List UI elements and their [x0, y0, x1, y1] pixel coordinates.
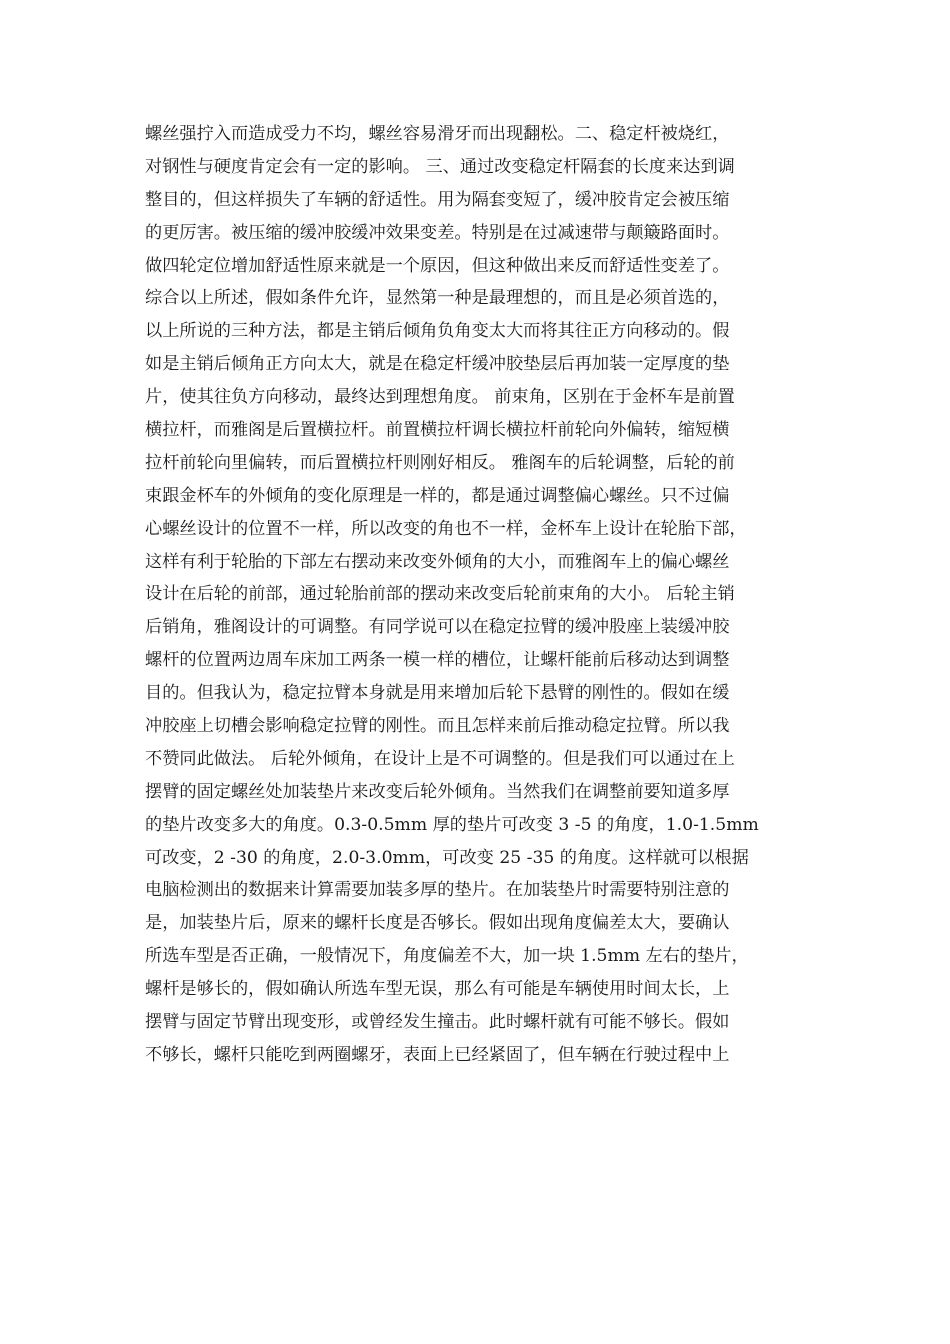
text-line: 冲胶座上切槽会影响稳定拉臂的刚性。而且怎样来前后推动稳定拉臂。所以我: [145, 716, 730, 737]
text-line: 后销角，雅阁设计的可调整。有同学说可以在稳定拉臂的缓冲股座上装缓冲胶: [145, 617, 730, 638]
text-line: 不赞同此做法。 后轮外倾角，在设计上是不可调整的。但是我们可以通过在上: [145, 748, 735, 769]
text-line: 的垫片改变多大的角度。0.3-0.5mm 厚的垫片可改变 3 -5 的角度，1.0-1.5mm: [145, 814, 759, 835]
text-line: 整目的，但这样损失了车辆的舒适性。用为隔套变短了，缓冲胶肯定会被压缩: [145, 189, 730, 210]
text-line: 如是主销后倾角正方向太大，就是在稳定杆缓冲胶垫层后再加装一定厚度的垫: [145, 354, 730, 375]
text-line: 目的。但我认为，稳定拉臂本身就是用来增加后轮下悬臂的刚性的。假如在缓: [145, 683, 730, 704]
text-line: 拉杆前轮向里偏转，而后置横拉杆则刚好相反。 雅阁车的后轮调整，后轮的前: [145, 452, 735, 473]
text-line: 螺杆的位置两边周车床加工两条一模一样的槽位，让螺杆能前后移动达到调整: [145, 650, 730, 671]
text-line: 做四轮定位增加舒适性原来就是一个原因，但这种做出来反而舒适性变差了。: [145, 255, 730, 276]
text-line: 是，加装垫片后，原来的螺杆长度是否够长。假如出现角度偏差太大，要确认: [145, 913, 730, 934]
text-line: 综合以上所述，假如条件允许，显然第一种是最理想的，而且是必须首选的，: [145, 288, 730, 309]
body-text: [145, 118, 815, 1072]
text-line: 螺丝强拧入而造成受力不均，螺丝容易滑牙而出现翻松。二、稳定杆被烧红，: [145, 124, 730, 144]
text-line: 可改变，2 -30 的角度，2.0-3.0mm，可改变 25 -35 的角度。这样就可以根据: [145, 847, 749, 868]
text-line: 心螺丝设计的位置不一样，所以改变的角也不一样，金杯车上设计在轮胎下部，: [145, 518, 747, 539]
text-line: 的更厉害。被压缩的缓冲胶缓冲效果变差。特别是在过减速带与颠簸路面时。: [145, 222, 730, 243]
text-line: 以上所说的三种方法，都是主销后倾角负角变太大而将其往正方向移动的。假: [145, 321, 730, 342]
text-line: 横拉杆，而雅阁是后置横拉杆。前置横拉杆调长横拉杆前轮向外偏转，缩短横: [145, 420, 730, 441]
text-line: 电脑检测出的数据来计算需要加装多厚的垫片。在加装垫片时需要特别注意的: [145, 880, 730, 901]
text-line: 设计在后轮的前部，通过轮胎前部的摆动来改变后轮前束角的大小。 后轮主销: [145, 584, 735, 605]
text-line: 对钢性与硬度肯定会有一定的影响。 三、通过改变稳定杆隔套的长度来达到调: [145, 156, 735, 177]
text-line: 不够长，螺杆只能吃到两圈螺牙，表面上已经紧固了，但车辆在行驶过程中上: [145, 1044, 730, 1065]
text-line: 所选车型是否正确，一般情况下，角度偏差不大，加一块 1.5mm 左右的垫片，: [145, 946, 749, 967]
text-line: 束跟金杯车的外倾角的变化原理是一样的，都是通过调整偏心螺丝。只不过偏: [145, 485, 730, 506]
text-line: 这样有利于轮胎的下部左右摆动来改变外倾角的大小，而雅阁车上的偏心螺丝: [145, 551, 730, 572]
text-line: 螺杆是够长的，假如确认所选车型无误，那么有可能是车辆使用时间太长，上: [145, 979, 730, 1000]
text-line: 摆臂的固定螺丝处加装垫片来改变后轮外倾角。当然我们在调整前要知道多厚: [145, 781, 730, 802]
text-line: 片，使其往负方向移动，最终达到理想角度。 前束角，区别在于金杯车是前置: [145, 387, 735, 408]
text-line: 摆臂与固定节臂出现变形，或曾经发生撞击。此时螺杆就有可能不够长。假如: [145, 1012, 730, 1033]
